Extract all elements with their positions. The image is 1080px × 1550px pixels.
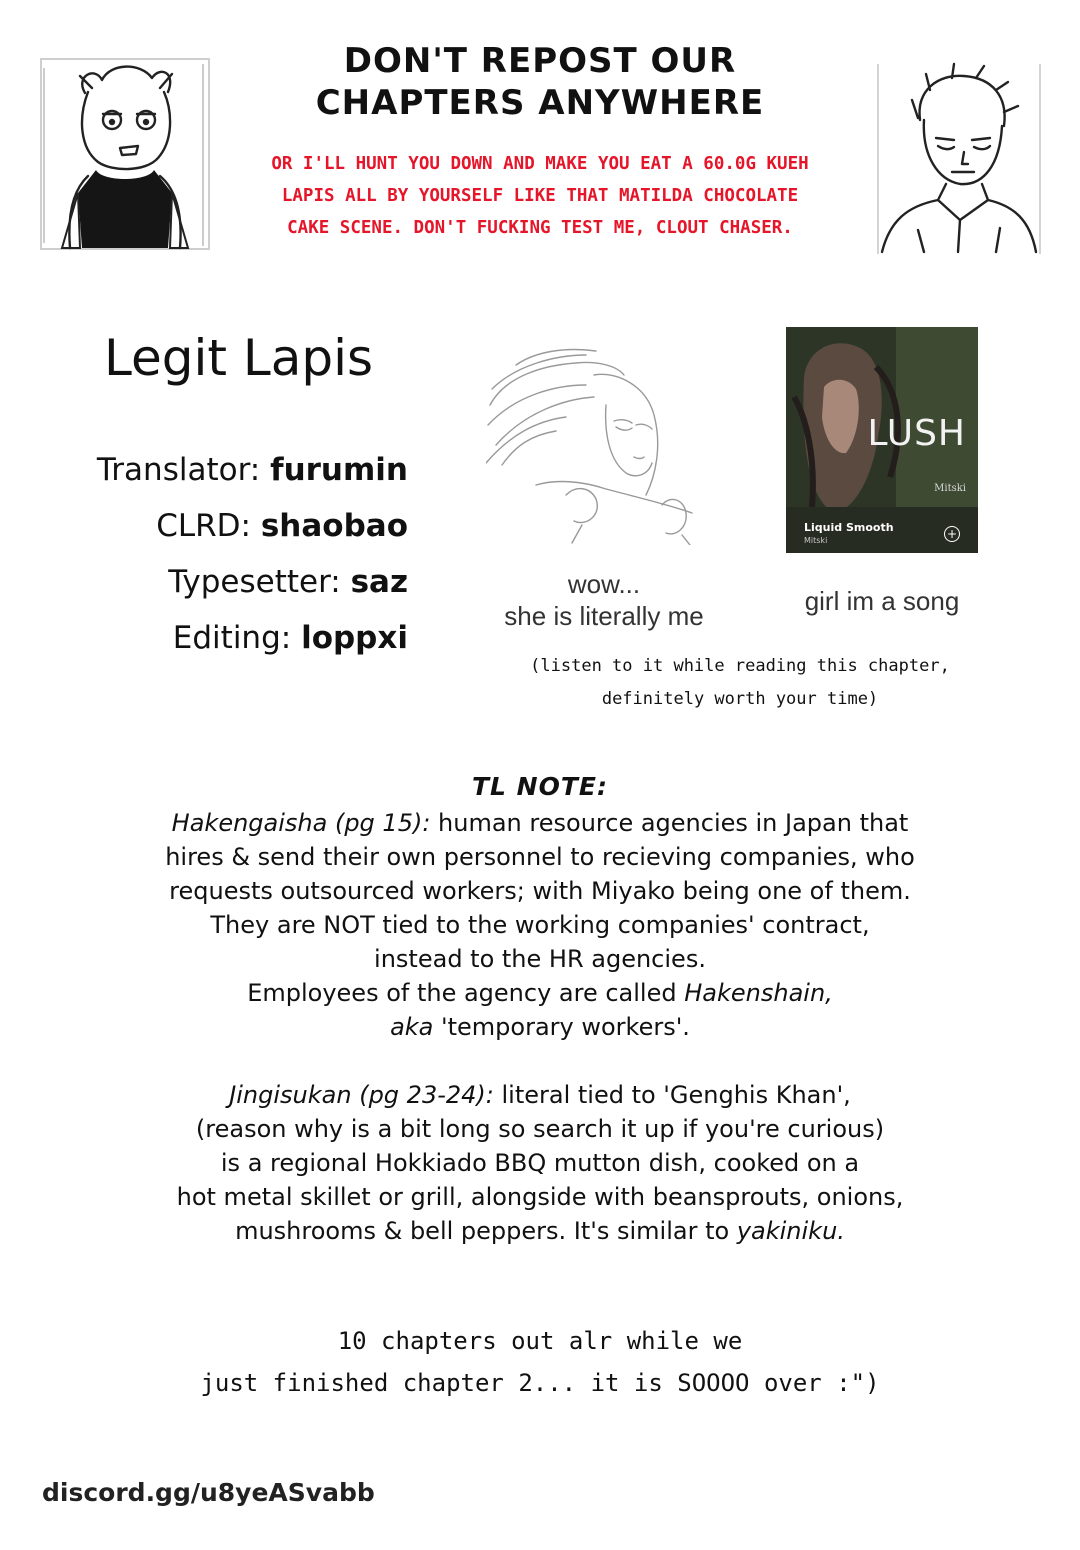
note-line xyxy=(80,1214,1000,1248)
song-caption: girl im a song xyxy=(804,586,960,616)
note-line xyxy=(80,806,1000,840)
note-term: Hakengaisha (pg 15): xyxy=(171,809,431,837)
note-text: literal tied to 'Genghis Khan', xyxy=(493,1081,851,1109)
listen-line2: definitely worth your time) xyxy=(601,689,879,709)
credit-editor xyxy=(173,618,408,658)
warning-title-line1: DON'T REPOST OUR xyxy=(343,41,737,81)
warning-title-line2: CHAPTERS ANYWHERE xyxy=(315,83,765,123)
discord-link[interactable]: discord.gg/u8yeASvabb xyxy=(42,1478,375,1507)
album-cover xyxy=(786,327,978,553)
outro-line1: 10 chapters out alr while we xyxy=(337,1327,743,1355)
sketch-caption-line2: she is literally me xyxy=(504,601,704,631)
credit-colorist xyxy=(156,506,408,546)
listen-line1: (listen to it while reading this chapter, xyxy=(530,656,950,676)
sketch-girl-image xyxy=(486,345,708,545)
tired-man-drawing xyxy=(868,60,1046,256)
album-artist: Mitski xyxy=(934,483,966,494)
warning-subtext xyxy=(215,148,865,244)
note-line xyxy=(80,1010,1000,1044)
track-title: Liquid Smooth xyxy=(804,521,894,534)
credit-role: Typesetter: xyxy=(168,564,341,600)
note-line: hires & send their own personnel to recieving companies, who xyxy=(165,843,915,871)
outro-line2: just finished chapter 2... it is SOOOO over :") xyxy=(200,1369,880,1397)
album-title: LUSH xyxy=(867,413,966,454)
listen-note xyxy=(500,650,980,716)
note-line: instead to the HR agencies. xyxy=(374,945,706,973)
note-line: (reason why is a bit long so search it up if you're curious) xyxy=(195,1115,885,1143)
add-icon: + xyxy=(944,526,960,542)
credit-translator xyxy=(97,450,408,490)
credit-role: Editing: xyxy=(172,620,292,656)
warning-title xyxy=(260,40,820,124)
credit-role: Translator: xyxy=(96,452,261,488)
sketch-caption xyxy=(498,568,710,632)
note-term: yakiniku. xyxy=(736,1217,845,1245)
note-line: is a regional Hokkiado BBQ mutton dish, cooked on a xyxy=(220,1149,860,1177)
note-line: hot metal skillet or grill, alongside with beansprouts, onions, xyxy=(176,1183,904,1211)
tl-note-heading: TL NOTE: xyxy=(472,772,608,801)
note-line xyxy=(80,976,1000,1010)
note-text: Employees of the agency are called xyxy=(247,979,685,1007)
credit-role: CLRD: xyxy=(156,508,251,544)
note-text: 'temporary workers'. xyxy=(433,1013,690,1041)
credit-typesetter xyxy=(168,562,408,602)
warning-line2: LAPIS ALL BY YOURSELF LIKE THAT MATILDA CHOCOLATE xyxy=(281,186,799,206)
track-artist: Mitski xyxy=(804,536,828,545)
note-term: Jingisukan (pg 23-24): xyxy=(229,1081,494,1109)
note-term: aka xyxy=(390,1013,434,1041)
credit-name: loppxi xyxy=(301,620,408,656)
note-text: human resource agencies in Japan that xyxy=(430,809,909,837)
credit-name: furumin xyxy=(270,452,408,488)
note-line: requests outsourced workers; with Miyako being one of them. xyxy=(169,877,911,905)
warning-line3: CAKE SCENE. DON'T FUCKING TEST ME, CLOUT CHASER. xyxy=(287,218,793,238)
sketch-caption-line1: wow... xyxy=(567,569,641,599)
note-line xyxy=(80,1078,1000,1112)
warning-line1: OR I'LL HUNT YOU DOWN AND MAKE YOU EAT A 60.0G KUEH xyxy=(271,154,809,174)
credit-name: saz xyxy=(350,564,408,600)
group-name: Legit Lapis xyxy=(104,329,374,387)
note-text: mushrooms & bell peppers. It's similar to xyxy=(235,1217,737,1245)
annoyed-girl-drawing xyxy=(40,58,210,250)
outro-message xyxy=(80,1320,1000,1404)
note-line: They are NOT tied to the working companies' contract, xyxy=(210,911,870,939)
credit-name: shaobao xyxy=(260,508,408,544)
note-term: Hakenshain, xyxy=(684,979,833,1007)
